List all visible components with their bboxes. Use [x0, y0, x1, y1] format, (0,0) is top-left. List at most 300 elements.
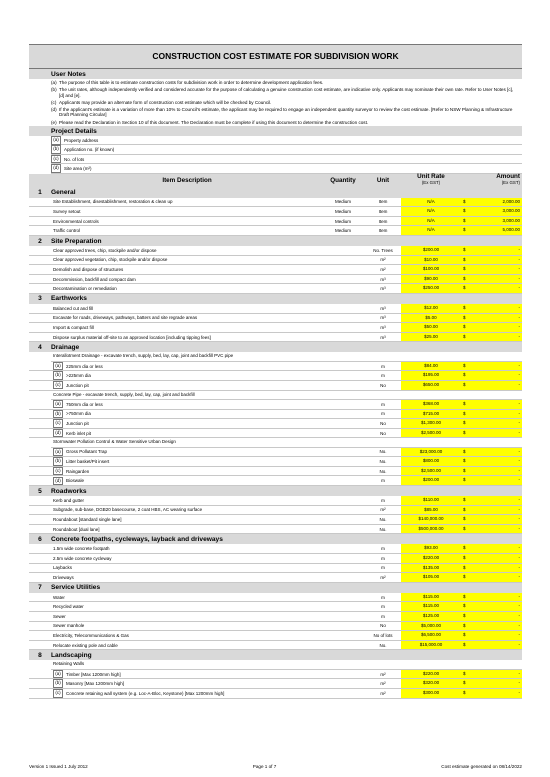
unit-cell: m — [381, 478, 385, 484]
unit-rate-cell[interactable]: $368.00 — [401, 400, 461, 409]
unit-cell: m — [381, 613, 385, 619]
item-description — [51, 546, 321, 551]
currency-symbol: $ — [463, 324, 466, 330]
footer-page: Page 1 of 7 — [252, 764, 277, 769]
currency-symbol: $ — [463, 266, 466, 272]
unit-cell: m — [381, 555, 385, 561]
currency-symbol: $ — [463, 208, 466, 214]
item-description — [51, 604, 321, 609]
amount-cell — [461, 198, 522, 207]
unit-rate-cell[interactable]: $300.00 — [401, 689, 461, 698]
amount-value: - — [518, 381, 520, 387]
item-description — [51, 219, 321, 224]
unit-cell: No. — [379, 642, 387, 648]
item-description-text: Laybacks — [53, 565, 73, 571]
amount-value: - — [518, 467, 520, 473]
amount-cell — [461, 275, 522, 284]
user-notes-heading: User Notes — [29, 69, 522, 79]
unit-cell: m — [381, 604, 385, 610]
currency-symbol: $ — [463, 362, 466, 368]
unit-rate-cell[interactable]: $5,000.00 — [401, 622, 461, 631]
section-title: Site Preparation — [51, 237, 102, 245]
project-details-heading: Project Details — [29, 126, 522, 136]
unit-rate-cell[interactable]: $10.00 — [401, 256, 461, 265]
unit-rate-cell[interactable]: $195.00 — [401, 371, 461, 380]
item-description — [51, 306, 321, 311]
table-row — [29, 670, 522, 680]
estimate-sections — [29, 188, 522, 699]
item-description-text: Dispose surplus material off-site to an approved location [including tipping fees] — [53, 334, 211, 340]
item-description-text: Driveways — [53, 575, 74, 581]
note-text: Please read the Declaration in Section 10 of this document. The Declaration must be complete if using this document to determine the construction cost. — [59, 119, 369, 125]
table-row — [29, 226, 522, 236]
unit-cell: m — [381, 401, 385, 407]
amount-cell — [461, 226, 522, 235]
item-description — [51, 335, 321, 340]
table-row — [29, 467, 522, 477]
amount-cell — [461, 362, 522, 371]
table-row — [29, 554, 522, 564]
currency-symbol: $ — [463, 458, 466, 464]
project-detail-row — [51, 164, 522, 173]
currency-symbol: $ — [463, 593, 466, 599]
unit-cell: No. — [379, 517, 387, 523]
amount-cell — [461, 333, 522, 342]
currency-symbol: $ — [463, 516, 466, 522]
amount-cell — [461, 602, 522, 611]
currency-symbol: $ — [463, 381, 466, 387]
currency-symbol: $ — [463, 372, 466, 378]
col-quantity: Quantity — [330, 177, 356, 185]
item-description-text: Decontamination or remediation — [53, 286, 117, 292]
item-description — [51, 595, 321, 600]
row-label: (b) — [53, 457, 63, 466]
currency-symbol: $ — [463, 400, 466, 406]
currency-symbol: $ — [463, 198, 466, 204]
row-label: (a) — [53, 448, 63, 457]
amount-value: - — [518, 603, 520, 609]
note-label: (d) — [51, 107, 57, 113]
section-heading — [29, 236, 522, 246]
amount-value: - — [518, 266, 520, 272]
amount-value: - — [518, 574, 520, 580]
unit-cell: m — [381, 373, 385, 379]
unit-rate-cell[interactable]: $85.00 — [401, 506, 461, 515]
section-number: 4 — [38, 343, 42, 351]
amount-value: - — [518, 477, 520, 483]
item-description — [51, 498, 321, 503]
quantity-cell[interactable]: Medium — [334, 218, 351, 224]
table-row — [29, 612, 522, 622]
unit-cell: No — [380, 382, 386, 388]
amount-cell — [461, 448, 522, 457]
item-description — [51, 228, 321, 233]
unit-rate-cell[interactable]: $15,000.00 — [401, 641, 461, 650]
page-footer — [29, 764, 522, 769]
currency-symbol: $ — [463, 467, 466, 473]
amount-cell — [461, 429, 522, 438]
currency-symbol: $ — [463, 613, 466, 618]
unit-cell: m² — [380, 671, 386, 677]
section-heading — [29, 188, 522, 198]
estimate-sheet — [29, 44, 522, 699]
unit-cell: Item — [378, 209, 388, 215]
section-number: 3 — [38, 295, 42, 303]
amount-cell — [461, 506, 522, 515]
row-label: (c) — [51, 155, 61, 164]
section-heading — [29, 294, 522, 304]
unit-cell: m — [381, 363, 385, 369]
unit-rate-cell[interactable]: $110.00 — [401, 496, 461, 505]
amount-value: - — [518, 613, 520, 618]
unit-rate-cell[interactable]: $115.00 — [401, 602, 461, 611]
amount-value: - — [518, 410, 520, 416]
item-description — [51, 248, 321, 253]
table-row — [29, 593, 522, 603]
user-note — [29, 119, 522, 126]
unit-rate-cell[interactable]: $800.00 — [401, 457, 461, 466]
table-row — [29, 198, 522, 208]
item-description — [51, 371, 321, 380]
amount-cell — [461, 612, 522, 621]
item-description-text: Roundabout [dual lane] — [53, 526, 100, 532]
amount-cell — [461, 622, 522, 631]
section-number: 6 — [38, 535, 42, 543]
unit-rate-cell[interactable]: $2,500.00 — [401, 467, 461, 476]
table-row — [29, 256, 522, 266]
item-description-text: Kerb inlet pit — [66, 430, 92, 436]
unit-rate-cell[interactable]: $12.00 — [401, 304, 461, 313]
project-detail-label: No. of lots — [64, 156, 85, 162]
currency-symbol: $ — [463, 275, 466, 281]
unit-cell: No. — [379, 449, 387, 455]
item-description — [51, 457, 321, 466]
row-label: (b) — [53, 371, 63, 380]
unit-rate-cell[interactable]: $6,500.00 — [401, 631, 461, 640]
note-text: Applicants may provide an alternate form of construction cost estimate which will be checked by Council. — [59, 99, 272, 105]
amount-cell — [461, 371, 522, 380]
document-title: CONSTRUCTION COST ESTIMATE FOR SUBDIVISION WORK — [29, 44, 522, 69]
item-description-text: Gross Pollutant Trap — [66, 449, 108, 455]
amount-cell — [461, 476, 522, 485]
table-row — [29, 476, 522, 486]
amount-value: 3,000.00 — [502, 217, 520, 223]
currency-symbol: $ — [463, 256, 466, 262]
item-description-text: 2.5m wide concrete cycleway — [53, 555, 112, 561]
note-label: (a) — [51, 80, 57, 85]
section-heading — [29, 342, 522, 352]
item-description — [51, 614, 321, 619]
table-row — [29, 544, 522, 554]
unit-cell: m — [381, 546, 385, 552]
unit-rate-cell[interactable]: $200.00 — [401, 476, 461, 485]
currency-symbol: $ — [463, 420, 466, 426]
currency-symbol: $ — [463, 333, 466, 339]
unit-rate-cell[interactable]: $200.00 — [401, 246, 461, 255]
row-label: (c) — [53, 689, 63, 698]
amount-value: - — [518, 525, 520, 531]
row-label: (a) — [53, 362, 63, 371]
project-detail-label: Application no. (if known) — [64, 147, 115, 153]
unit-rate-cell[interactable]: $5.00 — [401, 314, 461, 323]
item-description-text: Bioswale — [66, 478, 85, 484]
unit-rate-cell[interactable]: $23,000.00 — [401, 448, 461, 457]
item-description-text: Masonry [Max 1200mm high] — [66, 681, 125, 687]
amount-value: - — [518, 247, 520, 253]
unit-rate-cell[interactable]: $84.00 — [401, 362, 461, 371]
currency-symbol: $ — [463, 641, 466, 647]
unit-rate-cell[interactable]: $50.00 — [401, 323, 461, 332]
table-row — [29, 333, 522, 343]
unit-rate-cell[interactable]: $320.00 — [401, 679, 461, 688]
unit-rate-cell[interactable]: $220.00 — [401, 554, 461, 563]
note-label: (b) — [51, 87, 57, 93]
amount-value: - — [518, 680, 520, 686]
unit-rate-cell[interactable]: $90.00 — [401, 275, 461, 284]
amount-cell — [461, 217, 522, 226]
amount-value: - — [518, 333, 520, 339]
amount-cell — [461, 515, 522, 524]
item-description — [51, 517, 321, 522]
unit-rate-cell[interactable]: $650.00 — [401, 381, 461, 390]
amount-value: - — [518, 622, 520, 628]
item-description — [51, 277, 321, 282]
footer-version: Version 1 Issued 1 July 2012 — [29, 764, 88, 769]
unit-rate-cell[interactable]: $2,500.00 — [401, 429, 461, 438]
table-row — [29, 265, 522, 275]
unit-cell: m² — [380, 690, 386, 696]
row-label: (b) — [51, 145, 61, 154]
item-description — [51, 429, 321, 438]
unit-cell: m — [381, 594, 385, 600]
amount-cell — [461, 207, 522, 216]
table-row — [29, 362, 522, 372]
amount-cell — [461, 323, 522, 332]
currency-symbol: $ — [463, 555, 466, 561]
table-row — [29, 410, 522, 420]
item-description — [51, 467, 321, 476]
unit-rate-cell[interactable]: $135.00 — [401, 564, 461, 573]
quantity-cell[interactable]: Medium — [334, 228, 351, 234]
table-row — [29, 207, 522, 217]
amount-cell — [461, 554, 522, 563]
item-description-text: Timber [Max 1200mm high] — [66, 671, 121, 677]
item-description-text: Subgrade, sub-base, DGB20 basecourse, 2 coat HBS, AC wearing surface — [53, 507, 203, 513]
amount-cell — [461, 419, 522, 428]
unit-rate-cell[interactable]: N/A — [401, 207, 461, 216]
item-description — [51, 267, 321, 272]
table-row — [29, 304, 522, 314]
section-title: Concrete footpaths, cycleways, layback and driveways — [51, 535, 223, 543]
unit-rate-cell[interactable]: $500,000.00 — [401, 525, 461, 534]
unit-rate-cell[interactable]: N/A — [401, 217, 461, 226]
footer-generated: Cost estimate generated on 08/14/2022 — [441, 764, 522, 769]
item-description — [51, 477, 321, 486]
item-description — [51, 565, 321, 570]
unit-rate-cell[interactable]: N/A — [401, 226, 461, 235]
unit-cell: No — [380, 430, 386, 436]
amount-value: 3,000.00 — [502, 208, 520, 214]
row-label: (a) — [53, 400, 63, 409]
unit-cell: m — [381, 411, 385, 417]
amount-cell — [461, 496, 522, 505]
amount-value: - — [518, 670, 520, 676]
unit-rate-cell[interactable]: $250.00 — [401, 284, 461, 293]
row-label: (c) — [53, 419, 63, 428]
currency-symbol: $ — [463, 429, 466, 435]
subsection-label: Concrete Pipe - excavate trench, supply, bed, lay, cap, joint and backfill — [51, 391, 522, 400]
item-description-text: Concrete retaining wall system (e.g. Loc-A-Bloc, Keystone) [Max 1200mm high] — [66, 690, 225, 696]
unit-cell: m² — [380, 681, 386, 687]
table-row — [29, 564, 522, 574]
quantity-cell[interactable]: Medium — [334, 199, 351, 205]
unit-rate-cell[interactable]: $25.00 — [401, 333, 461, 342]
amount-value: - — [518, 564, 520, 570]
unit-cell: m — [381, 497, 385, 503]
table-row — [29, 400, 522, 410]
unit-cell: m³ — [380, 276, 386, 282]
unit-rate-cell[interactable]: $220.00 — [401, 670, 461, 679]
row-label: (a) — [53, 670, 63, 679]
unit-cell: m³ — [380, 334, 386, 340]
quantity-cell[interactable]: Medium — [334, 209, 351, 215]
table-row — [29, 429, 522, 439]
table-row — [29, 419, 522, 429]
currency-symbol: $ — [463, 525, 466, 531]
currency-symbol: $ — [463, 227, 466, 233]
col-unit-rate: Unit Rate (Ex GST) — [417, 172, 445, 185]
item-description-text: Import & compact fill — [53, 324, 94, 330]
table-row — [29, 246, 522, 256]
currency-symbol: $ — [463, 304, 466, 310]
row-label: (c) — [53, 381, 63, 390]
project-detail-label: Site area (m²) — [64, 165, 92, 171]
unit-cell: No. — [379, 526, 387, 532]
amount-value: - — [518, 506, 520, 512]
amount-cell — [461, 265, 522, 274]
amount-cell — [461, 525, 522, 534]
user-note — [29, 99, 522, 106]
subsection-label: Interallotment Drainage - excavate trench, supply, bed, lay, cap, joint and backfill PVC pipe — [51, 352, 522, 361]
item-description — [51, 362, 321, 371]
row-label: (d) — [53, 477, 63, 486]
section-number: 1 — [38, 189, 42, 197]
item-description-text: Electricity, Telecommunications & Gas — [53, 632, 129, 638]
unit-cell: m² — [380, 507, 386, 513]
table-row — [29, 506, 522, 516]
amount-cell — [461, 467, 522, 476]
unit-cell: Item — [378, 228, 388, 234]
item-description — [51, 199, 321, 204]
currency-symbol: $ — [463, 314, 466, 320]
unit-rate-cell[interactable]: $715.00 — [401, 410, 461, 419]
amount-cell — [461, 679, 522, 688]
amount-value: - — [518, 545, 520, 551]
amount-cell — [461, 304, 522, 313]
currency-symbol: $ — [463, 217, 466, 223]
table-row — [29, 275, 522, 285]
project-detail-row — [51, 155, 522, 164]
col-amount: Amount (Ex GST) — [496, 172, 520, 185]
amount-value: 5,000.00 — [502, 227, 520, 233]
unit-rate-cell[interactable]: $115.00 — [401, 593, 461, 602]
amount-cell — [461, 689, 522, 698]
item-description — [51, 257, 321, 262]
item-description-text: Recycled water — [53, 604, 84, 610]
item-description-text: Excavate for roads, driveways, pathways, batters and site regrade areas — [53, 315, 198, 321]
unit-rate-cell[interactable]: $1,300.00 — [401, 419, 461, 428]
item-description-text: Traffic control — [53, 228, 81, 234]
unit-rate-cell[interactable]: $105.00 — [401, 573, 461, 582]
item-description — [51, 679, 321, 688]
amount-value: - — [518, 420, 520, 426]
unit-rate-cell[interactable]: $125.00 — [401, 612, 461, 621]
currency-symbol: $ — [463, 477, 466, 483]
currency-symbol: $ — [463, 497, 466, 503]
table-row — [29, 284, 522, 294]
table-header — [29, 174, 522, 188]
unit-cell: No. — [379, 468, 387, 474]
amount-value: - — [518, 458, 520, 464]
amount-cell — [461, 381, 522, 390]
amount-value: - — [518, 641, 520, 647]
table-row — [29, 371, 522, 381]
section-title: General — [51, 189, 76, 197]
unit-rate-cell[interactable]: $93.00 — [401, 544, 461, 553]
unit-cell: m³ — [380, 315, 386, 321]
amount-cell — [461, 544, 522, 553]
unit-rate-cell[interactable]: N/A — [401, 198, 461, 207]
item-description-text: 1.5m wide concrete footpath — [53, 546, 110, 552]
row-label: (d) — [53, 429, 63, 438]
table-row — [29, 496, 522, 506]
item-description — [51, 315, 321, 320]
table-row — [29, 641, 522, 651]
user-notes-list — [29, 79, 522, 126]
table-row — [29, 622, 522, 632]
item-description-text: Roundabout [standard single lane] — [53, 517, 122, 523]
amount-cell — [461, 631, 522, 640]
unit-rate-cell[interactable]: $100.00 — [401, 265, 461, 274]
item-description-text: Decommission, backfill and compact dam — [53, 276, 136, 282]
note-text: The unit rates, although independently verified and considered accurate for the purpose of calculating a genuine construction cost estimate, are indicative only. Applicants may nominate their own rate. Refer to User Notes [c], [d] and [e]. — [59, 87, 514, 98]
item-description — [51, 325, 321, 330]
item-description — [51, 689, 321, 698]
item-description-text: Demolish and dispose of structures — [53, 267, 124, 272]
amount-cell — [461, 314, 522, 323]
table-row — [29, 457, 522, 467]
table-row — [29, 689, 522, 699]
item-description-text: Survey setout — [53, 209, 81, 215]
unit-cell: No of lots — [373, 632, 393, 638]
section-title: Landscaping — [51, 651, 92, 659]
item-description — [51, 507, 321, 512]
note-text: The purpose of this table is to estimate construction costs for subdivision work in order to determine development application fees. — [59, 80, 324, 85]
currency-symbol: $ — [463, 247, 466, 253]
amount-cell — [461, 400, 522, 409]
unit-cell: m — [381, 565, 385, 571]
unit-cell: m² — [380, 257, 386, 263]
project-detail-row — [51, 136, 522, 145]
item-description-text: Clear approved vegetation, chip, stockpile and/or dispose — [53, 257, 168, 263]
section-title: Drainage — [51, 343, 80, 351]
currency-symbol: $ — [463, 680, 466, 686]
amount-value: 2,000.00 — [502, 198, 520, 204]
item-description — [51, 286, 321, 291]
unit-rate-cell[interactable]: $140,000.00 — [401, 515, 461, 524]
currency-symbol: $ — [463, 670, 466, 676]
table-row — [29, 515, 522, 525]
